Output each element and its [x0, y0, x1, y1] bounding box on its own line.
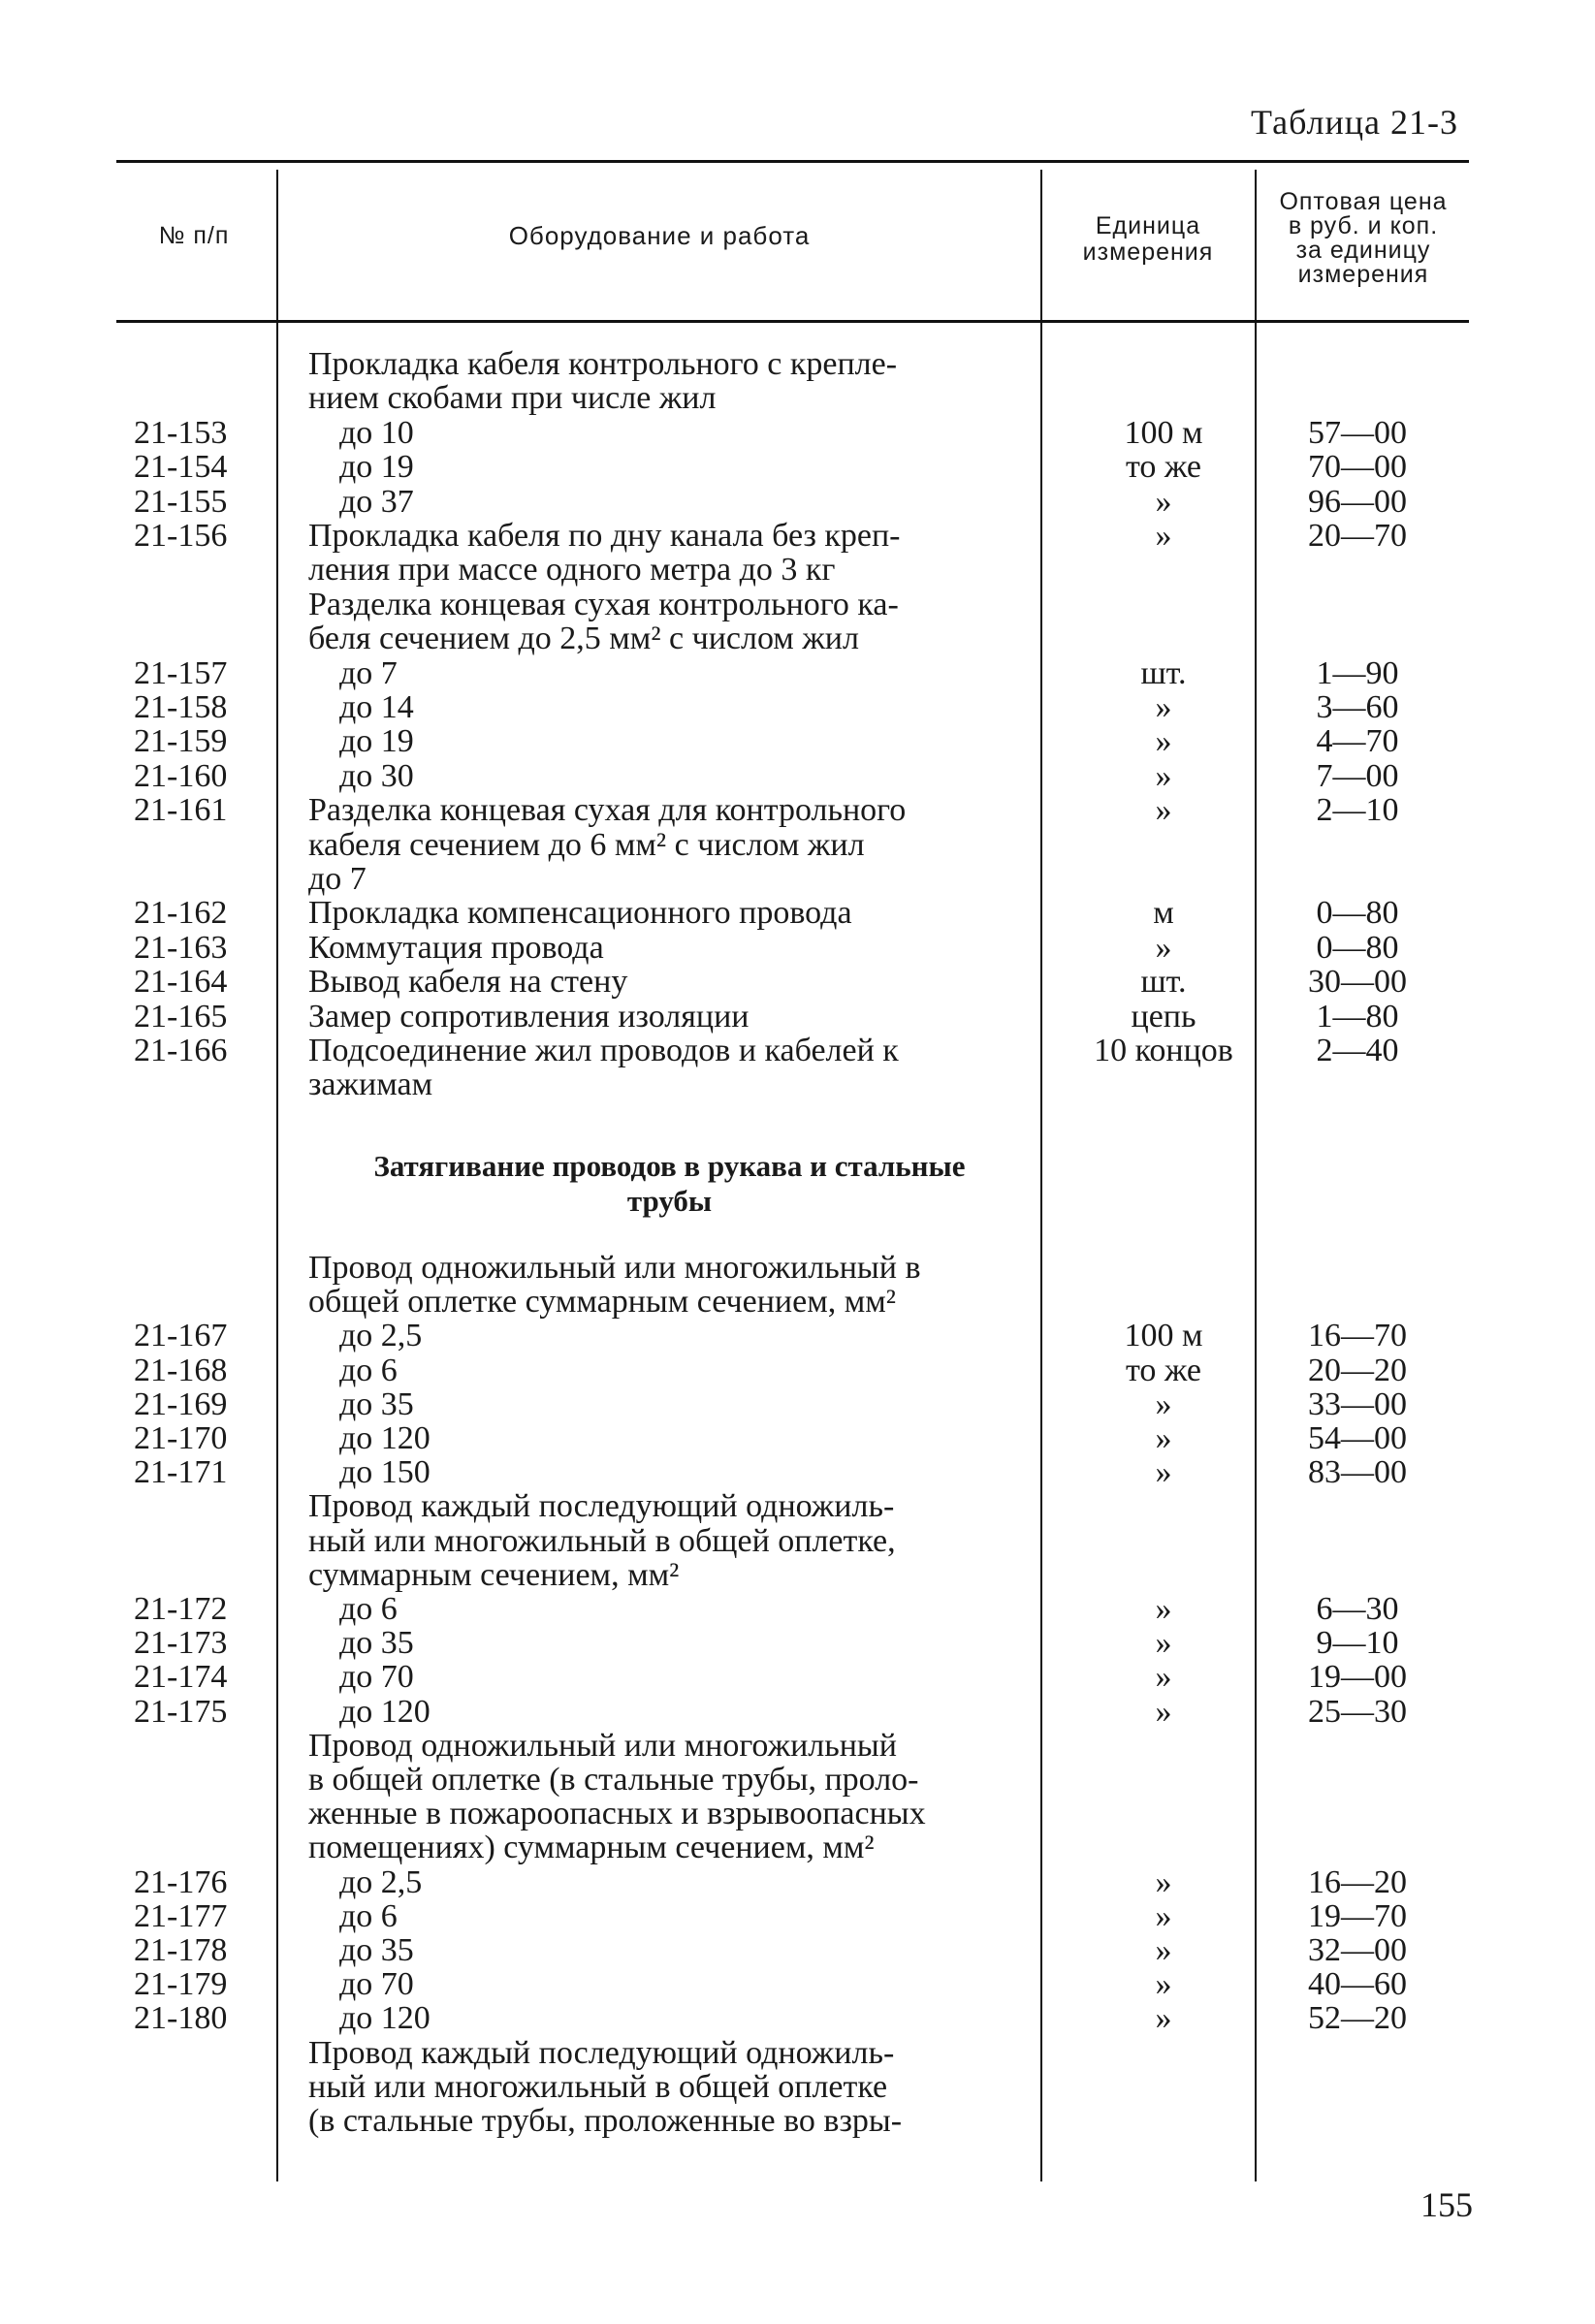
row-unit: »: [1155, 1454, 1172, 1491]
row-number: 21-169: [134, 1385, 228, 1422]
table-row: [0, 1251, 1595, 1285]
row-description: до 10: [339, 414, 414, 451]
row-description: зажимам: [308, 1066, 433, 1103]
row-description: кабеля сечением до 6 мм² с числом жил: [308, 826, 865, 863]
table-row: [0, 793, 1595, 827]
row-unit: 10 концов: [1094, 1033, 1233, 1068]
row-price: 0—80: [1316, 929, 1399, 966]
header-unit: Единица измерения: [1082, 212, 1214, 266]
row-description: Вывод кабеля на стену: [308, 964, 628, 1001]
table-row: [0, 1285, 1595, 1319]
row-number: 21-180: [134, 2000, 228, 2037]
table-row: [0, 759, 1595, 793]
table-row: [0, 1933, 1595, 1967]
row-price: 32—00: [1308, 1932, 1407, 1968]
row-number: 21-166: [134, 1033, 228, 1068]
row-unit: »: [1155, 1693, 1172, 1730]
row-price: 33—00: [1308, 1385, 1407, 1422]
row-number: 21-153: [134, 414, 228, 451]
row-number: 21-172: [134, 1591, 228, 1627]
row-number: 21-178: [134, 1932, 228, 1968]
row-description: до 30: [339, 757, 414, 794]
row-description: ный или многожильный в общей оплетке: [308, 2068, 888, 2105]
row-price: 19—00: [1308, 1659, 1407, 1696]
row-unit: »: [1155, 1385, 1172, 1422]
section-title: Затягивание проводов в рукава и стальные трубы: [373, 1149, 966, 1218]
row-unit: 100 м: [1124, 1318, 1203, 1354]
row-price: 3—60: [1316, 689, 1399, 725]
row-number: 21-171: [134, 1454, 228, 1491]
row-number: 21-156: [134, 518, 228, 554]
table-row: [0, 1489, 1595, 1523]
row-unit: цепь: [1131, 998, 1196, 1035]
row-unit: »: [1155, 1966, 1172, 2003]
row-price: 40—60: [1308, 1966, 1407, 2003]
row-price: 4—70: [1316, 723, 1399, 760]
table-row: [0, 1967, 1595, 2001]
table-row: [0, 1000, 1595, 1034]
row-number: 21-159: [134, 723, 228, 760]
table-row: [0, 931, 1595, 965]
row-description: до 7: [308, 861, 367, 897]
table-row: [0, 828, 1595, 862]
row-number: 21-161: [134, 792, 228, 829]
row-description: до 2,5: [339, 1318, 423, 1354]
row-price: 25—30: [1308, 1693, 1407, 1730]
table-row: [0, 2104, 1595, 2138]
row-number: 21-175: [134, 1693, 228, 1730]
row-price: 1—80: [1316, 998, 1399, 1035]
table-row: [0, 381, 1595, 415]
table-caption: Таблица 21-3: [1251, 103, 1458, 142]
row-price: 6—30: [1316, 1591, 1399, 1627]
table-row: [0, 965, 1595, 999]
header-num: № п/п: [158, 222, 230, 249]
row-unit: »: [1155, 1420, 1172, 1456]
row-number: 21-157: [134, 654, 228, 691]
table-row: [0, 1660, 1595, 1694]
row-description: Замер сопротивления изоляции: [308, 998, 750, 1035]
row-unit: »: [1155, 1591, 1172, 1627]
row-price: 96—00: [1308, 483, 1407, 520]
table-row: [0, 656, 1595, 690]
table-row: [0, 1558, 1595, 1592]
table-row: [0, 1592, 1595, 1626]
row-description: Коммутация провода: [308, 929, 604, 966]
table-row: [0, 1831, 1595, 1864]
row-description: до 6: [339, 1591, 398, 1627]
row-description: в общей оплетке (в стальные трубы, проло-: [308, 1762, 919, 1798]
row-description: Подсоединение жил проводов и кабелей к: [308, 1033, 899, 1068]
row-price: 2—10: [1316, 792, 1399, 829]
row-description: Разделка концевая сухая для контрольного: [308, 792, 907, 829]
table-row: [0, 1763, 1595, 1797]
row-number: 21-164: [134, 964, 228, 1001]
table-row: [0, 1899, 1595, 1933]
row-price: 20—20: [1308, 1352, 1407, 1388]
row-price: 1—90: [1316, 654, 1399, 691]
row-unit: шт.: [1140, 964, 1187, 1001]
row-price: 70—00: [1308, 449, 1407, 486]
row-description: до 120: [339, 2000, 431, 2037]
table-row: [0, 1729, 1595, 1763]
row-description: нием скобами при числе жил: [308, 380, 717, 417]
row-unit: м: [1153, 895, 1174, 932]
row-description: (в стальные трубы, проложенные во взры-: [308, 2103, 903, 2139]
header-work: Оборудование и работа: [508, 221, 811, 250]
row-description: беля сечением до 2,5 мм² с числом жил: [308, 621, 859, 657]
table-row: [0, 724, 1595, 758]
row-description: Провод одножильный или многожильный в: [308, 1250, 921, 1286]
row-number: 21-173: [134, 1625, 228, 1662]
row-description: Провод каждый последующий одножиль-: [308, 1488, 895, 1525]
row-description: ления при массе одного метра до 3 кг: [308, 552, 836, 589]
table-row: [0, 519, 1595, 553]
header-bottom-rule: [116, 320, 1469, 323]
table-row: [0, 553, 1595, 587]
row-description: суммарным сечением, мм²: [308, 1556, 680, 1593]
table-row: [0, 347, 1595, 381]
row-number: 21-160: [134, 757, 228, 794]
row-unit: »: [1155, 929, 1172, 966]
row-price: 16—70: [1308, 1318, 1407, 1354]
row-unit: »: [1155, 689, 1172, 725]
table-row: [0, 1524, 1595, 1558]
row-number: 21-174: [134, 1659, 228, 1696]
row-unit: »: [1155, 723, 1172, 760]
row-price: 83—00: [1308, 1454, 1407, 1491]
table-row: [0, 450, 1595, 484]
row-unit: »: [1155, 792, 1172, 829]
row-price: 30—00: [1308, 964, 1407, 1001]
row-unit: 100 м: [1124, 414, 1203, 451]
row-price: 19—70: [1308, 1897, 1407, 1934]
table-row: [0, 1067, 1595, 1101]
row-description: Провод каждый последующий одножиль-: [308, 2034, 895, 2071]
table-row: [0, 1797, 1595, 1831]
row-description: до 37: [339, 483, 414, 520]
table-row: [0, 1455, 1595, 1489]
row-description: до 7: [339, 654, 398, 691]
row-number: 21-158: [134, 689, 228, 725]
row-number: 21-167: [134, 1318, 228, 1354]
row-description: до 2,5: [339, 1863, 423, 1900]
row-description: Прокладка кабеля по дну канала без креп-: [308, 518, 901, 554]
table-row: [0, 896, 1595, 930]
row-unit: »: [1155, 2000, 1172, 2037]
row-description: общей оплетке суммарным сечением, мм²: [308, 1284, 896, 1321]
row-price: 20—70: [1308, 518, 1407, 554]
row-number: 21-155: [134, 483, 228, 520]
row-description: женные в пожароопасных и взрывоопасных: [308, 1796, 926, 1832]
table-row: [0, 485, 1595, 519]
row-unit: »: [1155, 518, 1172, 554]
table-row: [0, 862, 1595, 896]
row-description: до 19: [339, 723, 414, 760]
row-unit: »: [1155, 1625, 1172, 1662]
row-description: до 70: [339, 1659, 414, 1696]
table-row: [0, 1353, 1595, 1387]
row-unit: »: [1155, 483, 1172, 520]
row-unit: »: [1155, 1863, 1172, 1900]
row-unit: »: [1155, 1897, 1172, 1934]
row-description: до 6: [339, 1897, 398, 1934]
row-number: 21-179: [134, 1966, 228, 2003]
row-unit: шт.: [1140, 654, 1187, 691]
table-row: [0, 416, 1595, 450]
row-number: 21-177: [134, 1897, 228, 1934]
table-row: [0, 2036, 1595, 2070]
row-description: до 70: [339, 1966, 414, 2003]
table-row: [0, 588, 1595, 621]
table-row: [0, 1387, 1595, 1421]
row-number: 21-154: [134, 449, 228, 486]
table-row: [0, 1421, 1595, 1455]
row-description: Провод одножильный или многожильный: [308, 1727, 897, 1764]
row-description: помещениях) суммарным сечением, мм²: [308, 1830, 875, 1866]
row-description: до 14: [339, 689, 414, 725]
row-description: до 35: [339, 1625, 414, 1662]
row-unit: »: [1155, 1932, 1172, 1968]
row-number: 21-168: [134, 1352, 228, 1388]
row-description: ный или многожильный в общей оплетке,: [308, 1522, 896, 1559]
row-description: до 19: [339, 449, 414, 486]
table-row: [0, 621, 1595, 655]
row-unit: »: [1155, 1659, 1172, 1696]
row-number: 21-165: [134, 998, 228, 1035]
row-number: 21-162: [134, 895, 228, 932]
row-description: Разделка концевая сухая контрольного ка-: [308, 586, 899, 622]
row-description: до 120: [339, 1420, 431, 1456]
row-price: 57—00: [1308, 414, 1407, 451]
row-price: 52—20: [1308, 2000, 1407, 2037]
row-description: до 150: [339, 1454, 431, 1491]
row-price: 54—00: [1308, 1420, 1407, 1456]
table-row: [0, 690, 1595, 724]
table-row: [0, 1865, 1595, 1899]
row-price: 9—10: [1316, 1625, 1399, 1662]
row-unit: то же: [1125, 449, 1202, 486]
row-unit: то же: [1125, 1352, 1202, 1388]
table-row: [0, 1319, 1595, 1353]
row-number: 21-163: [134, 929, 228, 966]
row-unit: »: [1155, 757, 1172, 794]
row-description: Прокладка кабеля контрольного с крепле-: [308, 346, 898, 382]
table-row: [0, 2001, 1595, 2035]
header-top-rule: [116, 160, 1469, 163]
table-row: [0, 2070, 1595, 2104]
table-row: [0, 1695, 1595, 1729]
table-row: [0, 1626, 1595, 1660]
row-description: до 120: [339, 1693, 431, 1730]
row-description: до 6: [339, 1352, 398, 1388]
page-number: 155: [1420, 2185, 1473, 2224]
row-description: до 35: [339, 1385, 414, 1422]
row-price: 16—20: [1308, 1863, 1407, 1900]
row-description: Прокладка компенсационного провода: [308, 895, 852, 932]
row-price: 7—00: [1316, 757, 1399, 794]
row-number: 21-176: [134, 1863, 228, 1900]
row-price: 0—80: [1316, 895, 1399, 932]
row-description: до 35: [339, 1932, 414, 1968]
row-price: 2—40: [1316, 1033, 1399, 1068]
row-number: 21-170: [134, 1420, 228, 1456]
header-price: Оптовая цена в руб. и коп. за единицу измерения: [1279, 188, 1448, 288]
table-row: [0, 1034, 1595, 1067]
